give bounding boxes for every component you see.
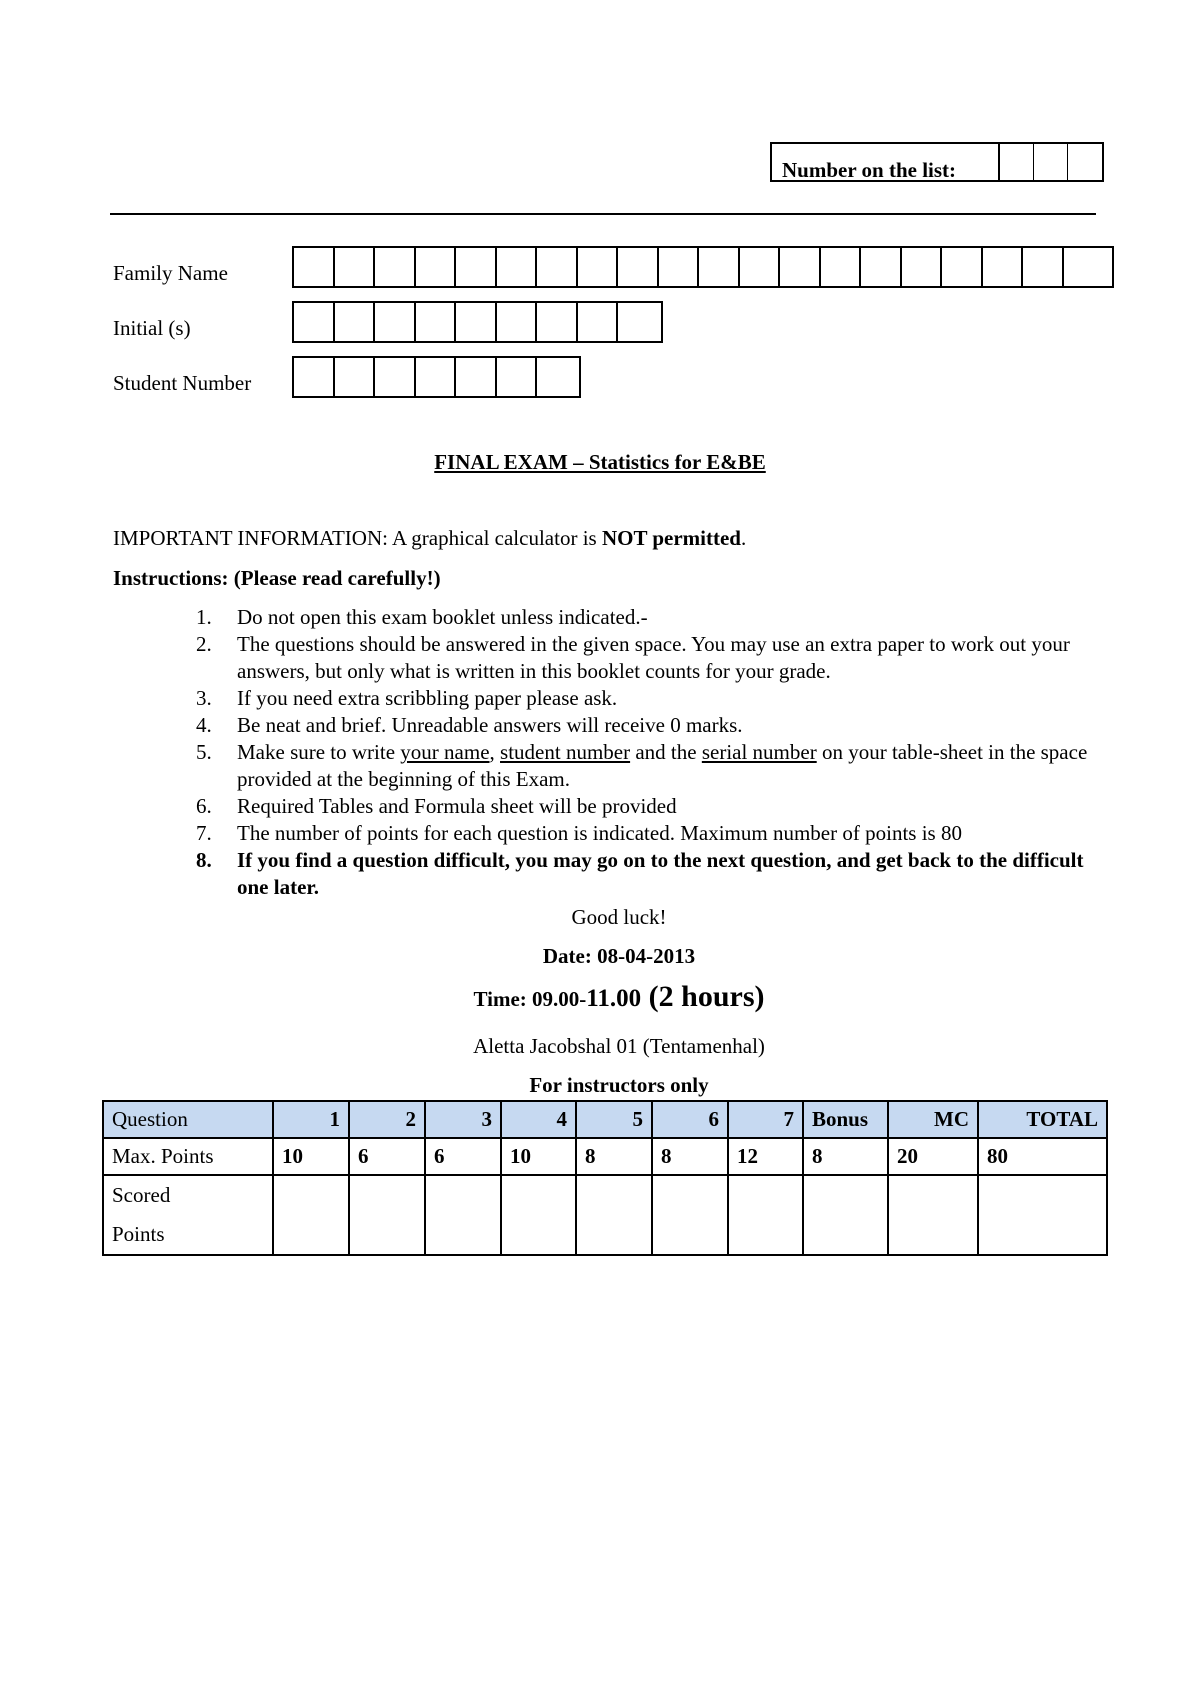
table-cell: MC: [888, 1101, 978, 1138]
list-item: 4. Be neat and brief. Unreadable answers will receive 0 marks.: [196, 713, 743, 737]
table-cell: 20: [888, 1138, 978, 1175]
table-cell: 2: [349, 1101, 425, 1138]
good-luck: Good luck!: [571, 905, 667, 929]
list-item: 7. The number of points for each question is indicated. Maximum number of points is 80: [196, 821, 962, 845]
table-cell: 12: [728, 1138, 803, 1175]
character-box[interactable]: [375, 248, 416, 286]
table-row: [103, 1138, 1107, 1175]
score-input-cell[interactable]: [349, 1175, 425, 1255]
character-box[interactable]: [456, 303, 497, 341]
character-box[interactable]: [375, 358, 416, 396]
table-row: [103, 1101, 1107, 1138]
character-box[interactable]: [497, 248, 538, 286]
character-box[interactable]: [780, 248, 821, 286]
character-box[interactable]: [335, 358, 376, 396]
table-cell: 6: [425, 1138, 501, 1175]
character-box[interactable]: [497, 358, 538, 396]
character-box[interactable]: [416, 248, 457, 286]
header-divider: [110, 213, 1096, 215]
score-input-cell[interactable]: [978, 1175, 1107, 1255]
character-box[interactable]: [335, 248, 376, 286]
character-box[interactable]: [294, 358, 335, 396]
list-item: 5. Make sure to write your name, student number and the serial number on your table-sheet in the space provided at the beginning of this Exam.: [196, 740, 1088, 791]
table-cell: 8: [576, 1138, 652, 1175]
instructions-heading: Instructions: (Please read carefully!): [113, 566, 441, 590]
student-number-label: Student Number: [113, 371, 252, 395]
score-input-cell[interactable]: [425, 1175, 501, 1255]
score-input-cell[interactable]: [803, 1175, 888, 1255]
student-number-boxes[interactable]: [292, 356, 581, 398]
table-cell: Scored Points: [103, 1175, 273, 1255]
table-cell: 4: [501, 1101, 576, 1138]
table-cell: Bonus: [803, 1101, 888, 1138]
table-cell: 10: [501, 1138, 576, 1175]
score-input-cell[interactable]: [273, 1175, 349, 1255]
instructions-list: [196, 604, 1101, 901]
exam-time: Time: 09.00-11.00 (2 hours): [473, 980, 765, 1013]
important-information: IMPORTANT INFORMATION: A graphical calculator is NOT permitted.: [113, 526, 747, 550]
character-box[interactable]: [416, 303, 457, 341]
character-box[interactable]: [821, 248, 862, 286]
score-input-cell[interactable]: [652, 1175, 728, 1255]
table-cell: 8: [803, 1138, 888, 1175]
score-input-cell[interactable]: [888, 1175, 978, 1255]
table-cell: 6: [349, 1138, 425, 1175]
character-box[interactable]: [1064, 248, 1105, 286]
character-box[interactable]: [578, 303, 619, 341]
character-box[interactable]: [578, 248, 619, 286]
exam-date: Date: 08-04-2013: [542, 944, 696, 968]
score-input-cell[interactable]: [576, 1175, 652, 1255]
table-cell: 80: [978, 1138, 1107, 1175]
table-cell: 1: [273, 1101, 349, 1138]
character-box[interactable]: [375, 303, 416, 341]
number-on-list-label: Number on the list:: [772, 144, 1000, 180]
list-item: 1. Do not open this exam booklet unless indicated.-: [196, 605, 648, 629]
number-on-list-cell[interactable]: [1034, 144, 1068, 180]
character-box[interactable]: [537, 358, 578, 396]
table-row: [103, 1175, 1107, 1255]
character-box[interactable]: [659, 248, 700, 286]
exam-location: Aletta Jacobshal 01 (Tentamenhal): [473, 1034, 765, 1058]
table-cell: 5: [576, 1101, 652, 1138]
character-box[interactable]: [294, 248, 335, 286]
initials-label: Initial (s): [113, 316, 191, 340]
character-box[interactable]: [861, 248, 902, 286]
family-name-label: Family Name: [113, 261, 228, 285]
character-box[interactable]: [618, 303, 659, 341]
family-name-boxes[interactable]: [292, 246, 1114, 288]
character-box[interactable]: [456, 358, 497, 396]
score-table: [102, 1100, 1108, 1256]
number-on-list-cell[interactable]: [1068, 144, 1102, 180]
table-cell: 3: [425, 1101, 501, 1138]
table-cell: Question: [103, 1101, 273, 1138]
instructors-only-label: For instructors only: [529, 1073, 709, 1097]
score-input-cell[interactable]: [728, 1175, 803, 1255]
character-box[interactable]: [294, 303, 335, 341]
table-cell: Max. Points: [103, 1138, 273, 1175]
table-cell: TOTAL: [978, 1101, 1107, 1138]
list-item: 3. If you need extra scribbling paper please ask.: [196, 686, 618, 710]
character-box[interactable]: [942, 248, 983, 286]
character-box[interactable]: [618, 248, 659, 286]
character-box[interactable]: [335, 303, 376, 341]
character-box[interactable]: [537, 248, 578, 286]
table-cell: 10: [273, 1138, 349, 1175]
number-on-list-box: [770, 142, 1104, 182]
character-box[interactable]: [983, 248, 1024, 286]
character-box[interactable]: [416, 358, 457, 396]
character-box[interactable]: [456, 248, 497, 286]
list-item: 6. Required Tables and Formula sheet will be provided: [196, 794, 677, 818]
table-cell: 8: [652, 1138, 728, 1175]
character-box[interactable]: [902, 248, 943, 286]
character-box[interactable]: [699, 248, 740, 286]
character-box[interactable]: [537, 303, 578, 341]
table-cell: 6: [652, 1101, 728, 1138]
list-item: 2. The questions should be answered in the given space. You may use an extra paper to work out your answers, but only what is written in this booklet counts for your grade.: [196, 632, 1070, 683]
list-item: 8. If you find a question difficult, you may go on to the next question, and get back to the difficult one later.: [196, 848, 1084, 899]
score-input-cell[interactable]: [501, 1175, 576, 1255]
number-on-list-cell[interactable]: [1000, 144, 1034, 180]
table-cell: 7: [728, 1101, 803, 1138]
exam-title: FINAL EXAM – Statistics for E&BE: [434, 450, 766, 474]
character-box[interactable]: [497, 303, 538, 341]
character-box[interactable]: [1023, 248, 1064, 286]
character-box[interactable]: [740, 248, 781, 286]
initials-boxes[interactable]: [292, 301, 663, 343]
